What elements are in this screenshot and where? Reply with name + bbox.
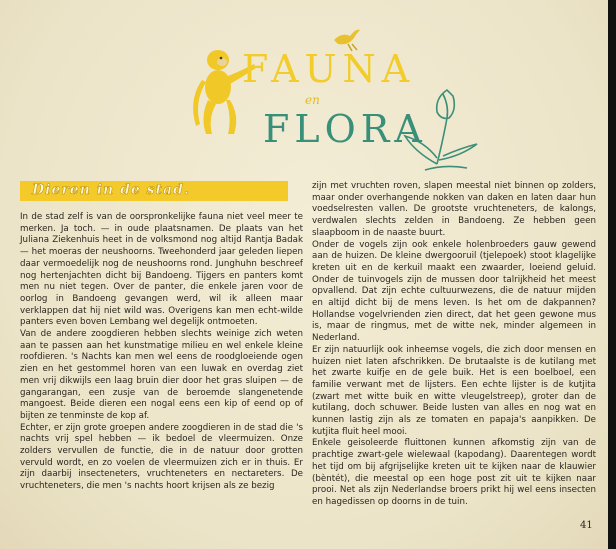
paragraph: Er zijn natuurlijk ook inheemse vogels, die zich door mensen en huizen niet laten afschrikken. De brutaalste is de kutilang met het zwarte kuifje en de gele buik. Het is een boelboel, een familie verwant met de lijsters. Een echte lijster is de kutjita (zwart met witte buik en witte vleugelstreep), groter dan de kutilang, doch schuwer. Beide lusten van alles en nog wat en kunnen lastig zijn als ze tomaten en papaja's aanpikken. De kutjita fluit heel mooi. — [312, 344, 596, 437]
tulip-illustration — [395, 78, 495, 178]
paragraph: Echter, er zijn grote groepen andere zoogdieren in de stad die 's nachts vrij spel hebben — ik bedoel de vleermuizen. Onze zolders vervullen de functie, die in de natuur door grotten vervuld wordt, en zo voelen de vleermuizen zich er in thuis. Er zijn daarbij insecteneters, vruchteneters en nectareters. De vruchteneters, die men 's nachts hoort krijsen als ze bezig — [20, 422, 303, 492]
section-title: Dieren in de stad. — [32, 182, 190, 198]
text-column-left — [20, 212, 303, 493]
logo-en: en — [305, 93, 320, 107]
text-column-right — [312, 181, 596, 509]
paragraph: zijn met vruchten roven, slapen meestal niet binnen op zolders, maar onder overhangende nokken van daken en laten daar hun voedselresten vallen. De grootste vruchteneters, de kalongs, verdwalen slechts zelden in Bandoeng. Ze hebben geen slaapboom in de naaste buurt. — [312, 181, 596, 238]
paragraph: Enkele geisoleerde fluittonen kunnen afkomstig zijn van de prachtige zwart-gele wielewaal (kapodang). Daarentegen wordt het tijd om bij afgrijselijke kreten uit te kijken naar de klauwier (bèntét), die meestal op een hoge post zit uit te kijken naar prooi. Net als zijn Nederlandse broers prikt hij wel eens insecten en hagedissen op doorns in de tuin. — [312, 438, 596, 507]
logo-fauna: FAUNA — [242, 47, 416, 91]
paragraph: Van de andere zoogdieren hebben slechts weinige zich weten aan te passen aan het kunstmatige milieu en wel enkele kleine roofdieren. 's Nachts kan men wel eens de roodgloeiende ogen zien en het gestommel horen van een luwak en overdag ziet men vrij dikwijls een laag bruin dier door het gras sluipen — de gangarangan, een zusje van de beroemde slangenetende mangoest. Beide dieren een nogal eens een kip of eend op of bijten ze tenminste de kop af. — [20, 329, 303, 421]
section-title-banner — [20, 181, 288, 201]
page-edge — [608, 0, 616, 549]
paragraph: Onder de vogels zijn ook enkele holenbroeders gauw gewend aan de huizen. De kleine dwergooruil (tjelepoek) stoot klagelijke kreten uit en de kerkuil maakt een zwaarder, loeiend geluid. Onder de tuinvogels zijn de mussen door talrijkheid het meest opvallend. Dat zijn echte cultuurwezens, die de natuur mijden en altijd dicht bij de mens leven. Is het om de dakpannen? Hollandse vogelvrienden zien direct, dat het geen gewone mus is, maar de ringmus, met de witte nek, minder algemeen in Nederland. — [312, 239, 596, 344]
paragraph: In de stad zelf is van de oorspronkelijke fauna niet veel meer te merken. Ja toch. — in oude plaatsnamen. De plaats van het Juliana Ziekenhuis heet in de volksmond nog altijd Rantja Badak — het moeras der neushoorns. Tweehonderd jaar geleden liepen daar vermoedelijk nog de neushoorns rond. Junghuhn beschreef nog hertenjachten dicht bij Bandoeng. Tijgers en panters komt men nu niet tegen. Over de panter, die enkele jaren voor de oorlog in Bandoeng gevangen werd, wil ik alleen maar verklappen dat hij niet wild was. Overigens kan men echt-wilde panters even boven Lembang wel degelijk ontmoeten. — [20, 212, 303, 328]
logo-flora: FLORA — [263, 107, 427, 151]
page-number: 41 — [580, 520, 593, 531]
